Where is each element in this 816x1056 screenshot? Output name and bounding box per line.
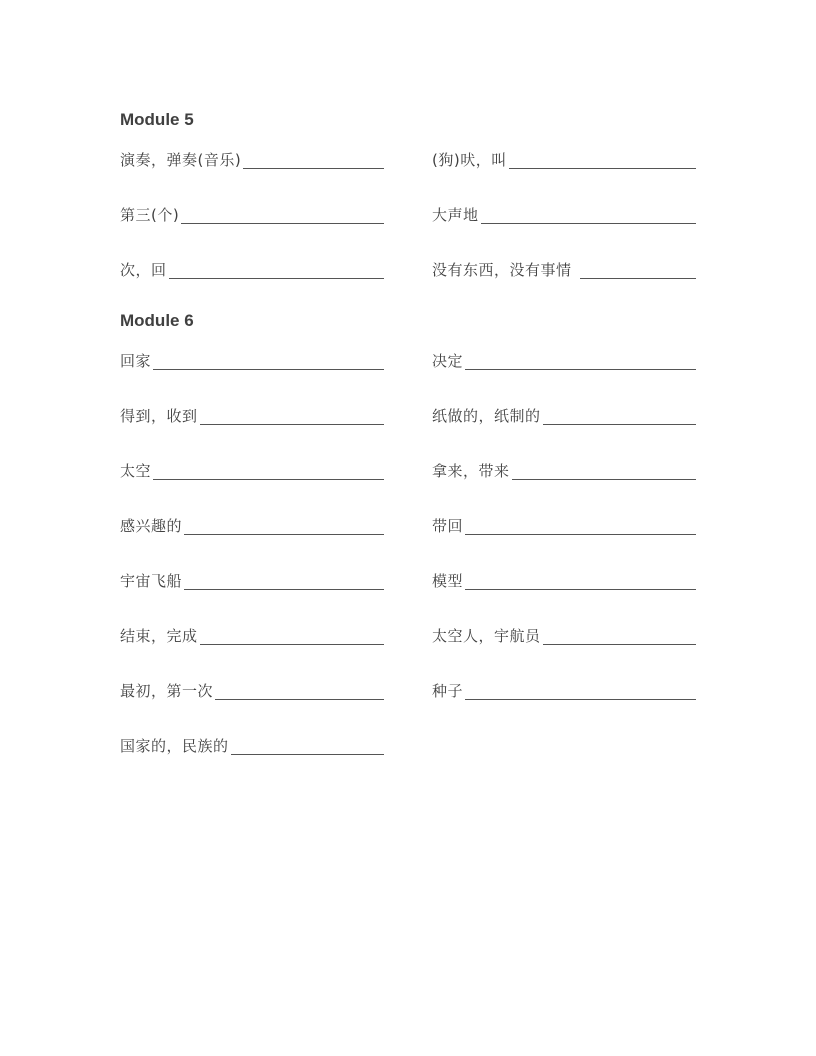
vocabulary-row (120, 515, 700, 537)
answer-blank[interactable] (465, 517, 696, 535)
vocabulary-item (432, 625, 696, 647)
answer-blank[interactable] (243, 151, 384, 169)
vocabulary-item (120, 625, 384, 647)
vocabulary-row (120, 735, 700, 757)
vocabulary-term: 最初，第一次 (120, 682, 214, 700)
answer-blank[interactable] (543, 627, 696, 645)
vocabulary-term: 太空人，宇航员 (432, 627, 541, 645)
vocabulary-row (120, 625, 700, 647)
vocabulary-item (432, 405, 696, 427)
vocabulary-row (120, 259, 700, 281)
vocabulary-item (120, 570, 384, 592)
vocabulary-term: 决定 (432, 352, 464, 370)
vocabulary-item (432, 460, 696, 482)
module-heading: Module 5 (120, 110, 194, 129)
vocabulary-term: (狗)吠，叫 (432, 151, 507, 169)
vocabulary-row (120, 405, 700, 427)
vocabulary-item (432, 350, 696, 372)
vocabulary-term: 演奏，弹奏(音乐) (120, 151, 242, 169)
vocabulary-rows (120, 350, 700, 757)
answer-blank[interactable] (215, 682, 384, 700)
vocabulary-item (432, 515, 696, 537)
worksheet (120, 108, 700, 771)
module-6-section (120, 309, 700, 757)
answer-blank[interactable] (481, 206, 696, 224)
vocabulary-term: 种子 (432, 682, 464, 700)
answer-blank[interactable] (543, 407, 696, 425)
vocabulary-item (120, 680, 384, 702)
vocabulary-term: 次，回 (120, 261, 167, 279)
vocabulary-rows (120, 149, 700, 281)
vocabulary-item (120, 204, 384, 226)
vocabulary-item (432, 570, 696, 592)
vocabulary-term: 第三(个) (120, 206, 180, 224)
vocabulary-term: 模型 (432, 572, 464, 590)
answer-blank[interactable] (465, 572, 696, 590)
answer-blank[interactable] (181, 206, 384, 224)
vocabulary-row (120, 204, 700, 226)
vocabulary-term: 宇宙飞船 (120, 572, 183, 590)
module-heading: Module 6 (120, 311, 194, 330)
vocabulary-item (120, 149, 384, 171)
answer-blank[interactable] (465, 352, 696, 370)
answer-blank[interactable] (153, 352, 384, 370)
vocabulary-term: 拿来，带来 (432, 462, 510, 480)
answer-blank[interactable] (200, 627, 384, 645)
vocabulary-term: 回家 (120, 352, 152, 370)
vocabulary-row (120, 460, 700, 482)
vocabulary-term: 大声地 (432, 206, 479, 224)
vocabulary-row (120, 570, 700, 592)
vocabulary-term: 结束，完成 (120, 627, 198, 645)
answer-blank[interactable] (200, 407, 384, 425)
vocabulary-item (432, 259, 696, 281)
vocabulary-term: 太空 (120, 462, 152, 480)
vocabulary-term: 带回 (432, 517, 464, 535)
answer-blank[interactable] (509, 151, 696, 169)
vocabulary-item (432, 680, 696, 702)
answer-blank[interactable] (580, 261, 696, 279)
vocabulary-item (120, 350, 384, 372)
vocabulary-item (120, 259, 384, 281)
vocabulary-term: 没有东西，没有事情 (432, 261, 572, 279)
vocabulary-row (120, 149, 700, 171)
vocabulary-item (120, 515, 384, 537)
vocabulary-item (120, 735, 384, 757)
answer-blank[interactable] (184, 517, 384, 535)
answer-blank[interactable] (184, 572, 384, 590)
vocabulary-item (120, 405, 384, 427)
module-5-section (120, 108, 700, 281)
vocabulary-term: 感兴趣的 (120, 517, 183, 535)
answer-blank[interactable] (512, 462, 696, 480)
vocabulary-row (120, 350, 700, 372)
answer-blank[interactable] (153, 462, 384, 480)
vocabulary-item (120, 460, 384, 482)
answer-blank[interactable] (465, 682, 696, 700)
vocabulary-item (432, 149, 696, 171)
answer-blank[interactable] (169, 261, 384, 279)
answer-blank[interactable] (231, 737, 384, 755)
vocabulary-term: 得到，收到 (120, 407, 198, 425)
vocabulary-row (120, 680, 700, 702)
vocabulary-term: 纸做的，纸制的 (432, 407, 541, 425)
vocabulary-item (432, 204, 696, 226)
vocabulary-term: 国家的，民族的 (120, 737, 229, 755)
